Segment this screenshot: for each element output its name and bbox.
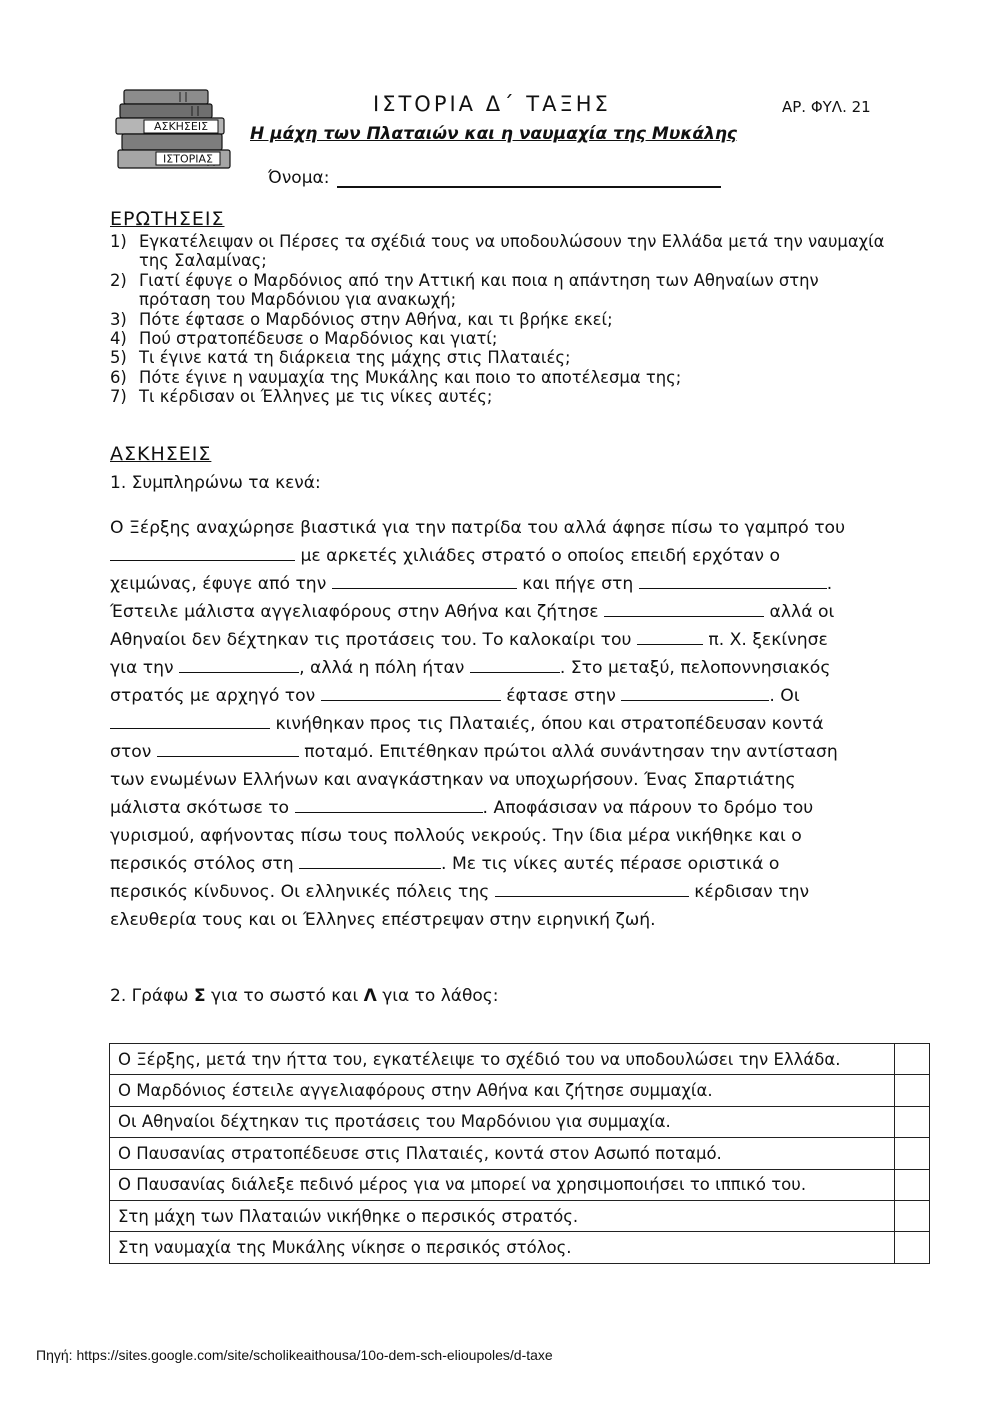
paragraph-line xyxy=(110,570,880,598)
paragraph-text: για την xyxy=(110,658,180,678)
paragraph-text: των ενωμένων Ελλήνων και αναγκάστηκαν να υποχωρήσουν. Ένας Σπαρτιάτης xyxy=(110,770,796,790)
question-item xyxy=(110,310,890,329)
name-label: Όνομα: xyxy=(268,168,330,188)
fill-blank[interactable] xyxy=(495,882,689,897)
exercise-2-text: 2. Γράφω xyxy=(110,986,194,1006)
question-text: Τι κέρδισαν οι Έλληνες με τις νίκες αυτές; xyxy=(139,387,493,407)
statement-cell: Ο Ξέρξης, μετά την ήττα του, εγκατέλειψε το σχέδιό του να υποδουλώσει την Ελλάδα. xyxy=(110,1044,895,1075)
fill-blank[interactable] xyxy=(332,574,517,589)
paragraph-text: Ο Ξέρξης αναχώρησε βιαστικά για την πατρίδα του αλλά άφησε πίσω το γαμπρό του xyxy=(110,518,846,538)
paragraph-text: μάλιστα σκότωσε το xyxy=(110,798,295,818)
exercises-heading: ΑΣΚΗΣΕΙΣ xyxy=(110,443,212,465)
paragraph-text: στρατός με αρχηγό τον xyxy=(110,686,321,706)
statement-cell: Στη ναυμαχία της Μυκάλης νίκησε ο περσικός στόλος. xyxy=(110,1232,895,1263)
paragraph-line xyxy=(110,710,880,738)
fill-blank[interactable] xyxy=(179,658,299,673)
true-false-table xyxy=(109,1043,930,1264)
paragraph-text: χειμώνας, έφυγε από την xyxy=(110,574,332,594)
question-item xyxy=(110,348,890,367)
question-text: Εγκατέλειψαν οι Πέρσες τα σχέδιά τους να υποδουλώσουν την Ελλάδα μετά την ναυμαχία της Σαλαμίνας; xyxy=(139,232,885,271)
question-number: 6) xyxy=(110,367,127,387)
paragraph-line xyxy=(110,738,880,766)
question-number: 2) xyxy=(110,270,127,290)
paragraph-line xyxy=(110,654,880,682)
statement-cell: Στη μάχη των Πλαταιών νικήθηκε ο περσικός στρατός. xyxy=(110,1200,895,1231)
paragraph-line xyxy=(110,794,880,822)
paragraph-line xyxy=(110,850,880,878)
sheet-number: ΑΡ. ΦΥΛ. 21 xyxy=(782,98,871,116)
exercise-2-label xyxy=(110,986,498,1006)
answer-box[interactable] xyxy=(895,1044,930,1075)
paragraph-text: κινήθηκαν προς τις Πλαταιές, όπου και στρατοπέδευσαν κοντά xyxy=(270,714,824,734)
paragraph-text: έφτασε στην xyxy=(500,686,622,706)
paragraph-text: . Οι xyxy=(769,686,800,706)
paragraph-text: γυρισμού, αφήνοντας πίσω τους πολλούς νεκρούς. Την ίδια μέρα νικήθηκε και ο xyxy=(110,826,802,846)
logo-bottom-text: ΙΣΤΟΡΙΑΣ xyxy=(163,152,213,166)
table-row xyxy=(110,1232,930,1263)
paragraph-line xyxy=(110,766,880,794)
fill-blank[interactable] xyxy=(299,854,441,869)
paragraph-text: . Αποφάσισαν να πάρουν το δρόμο του xyxy=(482,798,814,818)
paragraph-text: . xyxy=(826,574,833,594)
paragraph-line xyxy=(110,906,880,934)
fill-blank[interactable] xyxy=(321,686,501,701)
paragraph-line xyxy=(110,626,880,654)
table-row xyxy=(110,1200,930,1231)
question-number: 4) xyxy=(110,329,127,349)
paragraph-text: Έστειλε μάλιστα αγγελιαφόρους στην Αθήνα και ζήτησε xyxy=(110,602,605,622)
paragraph-line xyxy=(110,822,880,850)
paragraph-line xyxy=(110,514,880,542)
fill-blank[interactable] xyxy=(621,686,769,701)
answer-box[interactable] xyxy=(895,1169,930,1200)
table-row xyxy=(110,1169,930,1200)
logo-top-text: ΑΣΚΗΣΕΙΣ xyxy=(153,120,209,133)
question-item xyxy=(110,329,890,348)
name-row xyxy=(268,168,721,188)
fill-blank[interactable] xyxy=(470,658,560,673)
question-item xyxy=(110,271,890,310)
question-text: Πότε έφτασε ο Μαρδόνιος στην Αθήνα, και τι βρήκε εκεί; xyxy=(139,309,613,329)
question-text: Πού στρατοπέδευσε ο Μαρδόνιος και γιατί; xyxy=(139,329,498,349)
paragraph-text: Αθηναίοι δεν δέχτηκαν τις προτάσεις του. Το καλοκαίρι του xyxy=(110,630,637,650)
question-number: 5) xyxy=(110,348,127,368)
fill-blank[interactable] xyxy=(110,714,270,729)
page-title: ΙΣΤΟΡΙΑ Δ΄ ΤΑΞΗΣ xyxy=(373,92,611,116)
paragraph-text: ποταμό. Επιτέθηκαν πρώτοι αλλά συνάντησαν την αντίσταση xyxy=(298,742,838,762)
questions-heading: ΕΡΩΤΗΣΕΙΣ xyxy=(110,208,225,230)
paragraph-text: και πήγε στη xyxy=(516,574,639,594)
paragraph-text: κέρδισαν την xyxy=(688,882,810,902)
answer-box[interactable] xyxy=(895,1106,930,1137)
answer-box[interactable] xyxy=(895,1232,930,1263)
table-row xyxy=(110,1106,930,1137)
question-number: 7) xyxy=(110,387,127,407)
paragraph-text: αλλά οι xyxy=(764,602,835,622)
table-row xyxy=(110,1138,930,1169)
paragraph-text: περσικός κίνδυνος. Οι ελληνικές πόλεις της xyxy=(110,882,495,902)
paragraph-line xyxy=(110,878,880,906)
fill-blank[interactable] xyxy=(637,630,703,645)
fill-in-paragraph xyxy=(110,514,880,934)
statement-cell: Ο Παυσανίας στρατοπέδευσε στις Πλαταιές, κοντά στον Ασωπό ποταμό. xyxy=(110,1138,895,1169)
question-text: Τι έγινε κατά τη διάρκεια της μάχης στις Πλαταιές; xyxy=(139,348,571,368)
statement-cell: Ο Παυσανίας διάλεξε πεδινό μέρος για να μπορεί να χρησιμοποιήσει το ιππικό του. xyxy=(110,1169,895,1200)
false-letter: Λ xyxy=(363,986,377,1006)
answer-box[interactable] xyxy=(895,1075,930,1106)
table-row xyxy=(110,1044,930,1075)
exercise-2-text: για το σωστό και xyxy=(205,986,364,1006)
paragraph-line xyxy=(110,682,880,710)
question-text: Γιατί έφυγε ο Μαρδόνιος από την Αττική και ποια η απάντηση των Αθηναίων στην πρόταση του Μαρδόνιου για ανακωχή; xyxy=(139,270,819,310)
paragraph-text: στον xyxy=(110,742,157,762)
answer-box[interactable] xyxy=(895,1138,930,1169)
fill-blank[interactable] xyxy=(157,742,299,757)
question-item xyxy=(110,368,890,387)
paragraph-text: ελευθερία τους και οι Έλληνες επέστρεψαν στην ειρηνική ζωή. xyxy=(110,910,656,930)
lesson-subtitle: Η μάχη των Πλαταιών και η ναυμαχία της Μυκάλης xyxy=(250,124,738,144)
fill-blank[interactable] xyxy=(295,798,483,813)
paragraph-line xyxy=(110,542,880,570)
question-number: 1) xyxy=(110,232,127,251)
paragraph-text: με αρκετές χιλιάδες στρατό ο οποίος επειδή ερχόταν ο xyxy=(295,546,780,566)
question-text: Πότε έγινε η ναυμαχία της Μυκάλης και ποιο το αποτέλεσμα της; xyxy=(139,367,682,387)
name-blank[interactable] xyxy=(337,168,721,188)
fill-blank[interactable] xyxy=(110,546,295,561)
question-item xyxy=(110,232,890,271)
exercise-1-label: 1. Συμπληρώνω τα κενά: xyxy=(110,473,321,493)
questions-list xyxy=(110,232,890,407)
paragraph-text: . Με τις νίκες αυτές πέρασε οριστικά ο xyxy=(441,854,780,874)
table-row xyxy=(110,1075,930,1106)
books-stack-logo xyxy=(112,88,240,172)
question-number: 3) xyxy=(110,309,127,329)
paragraph-text: , αλλά η πόλη ήταν xyxy=(299,658,470,678)
source-footnote: Πηγή: https://sites.google.com/site/scholikeaithousa/10o-dem-sch-elioupoles/d-taxe xyxy=(36,1347,553,1363)
fill-blank[interactable] xyxy=(639,574,827,589)
paragraph-text: π. Χ. ξεκίνησε xyxy=(702,630,828,650)
exercise-2-text: για το λάθος: xyxy=(376,986,499,1006)
paragraph-line xyxy=(110,598,880,626)
true-letter: Σ xyxy=(193,986,206,1006)
paragraph-text: . Στο μεταξύ, πελοποννησιακός xyxy=(559,658,831,678)
statement-cell: Οι Αθηναίοι δέχτηκαν τις προτάσεις του Μαρδόνιου για συμμαχία. xyxy=(110,1106,895,1137)
statement-cell: Ο Μαρδόνιος έστειλε αγγελιαφόρους στην Αθήνα και ζήτησε συμμαχία. xyxy=(110,1075,895,1106)
fill-blank[interactable] xyxy=(604,602,764,617)
paragraph-text: περσικός στόλος στη xyxy=(110,854,300,874)
question-item xyxy=(110,387,890,406)
answer-box[interactable] xyxy=(895,1200,930,1231)
